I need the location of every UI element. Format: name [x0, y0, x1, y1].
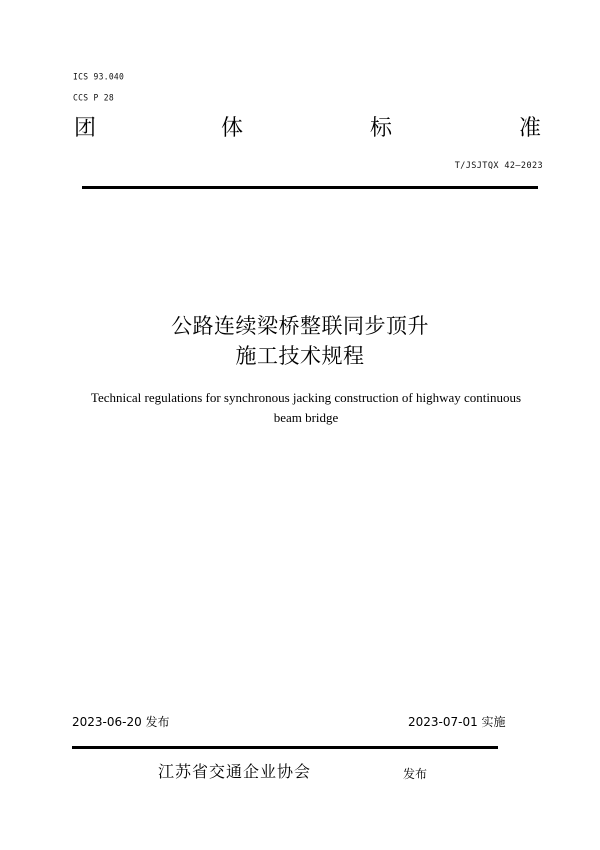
title-chinese-line-1: 公路连续梁桥整联同步顶升 — [171, 314, 429, 338]
publish-date: 2023-06-20 发布 — [72, 715, 170, 729]
standard-type-char-2: 体 — [221, 116, 244, 141]
standard-type-char-4: 准 — [519, 116, 542, 141]
ics-code: ICS 93.040 — [73, 72, 125, 82]
standard-type-char-3: 标 — [370, 116, 393, 141]
implement-date: 2023-07-01 实施 — [408, 715, 506, 729]
title-english-line-1: Technical regulations for synchronous jacking construction of highway continuous — [90, 390, 522, 405]
standard-number: T/JSJTQX 42—2023 — [454, 161, 543, 171]
bottom-divider — [72, 746, 498, 749]
issue-label: 发布 — [403, 767, 428, 781]
ccs-code: CCS P 28 — [73, 93, 114, 103]
title-english-line-2: beam bridge — [273, 410, 339, 425]
standard-type-char-1: 团 — [74, 116, 97, 141]
top-divider — [82, 186, 538, 189]
issuing-organization: 江苏省交通企业协会 — [158, 762, 312, 781]
title-chinese-line-2: 施工技术规程 — [235, 344, 365, 368]
